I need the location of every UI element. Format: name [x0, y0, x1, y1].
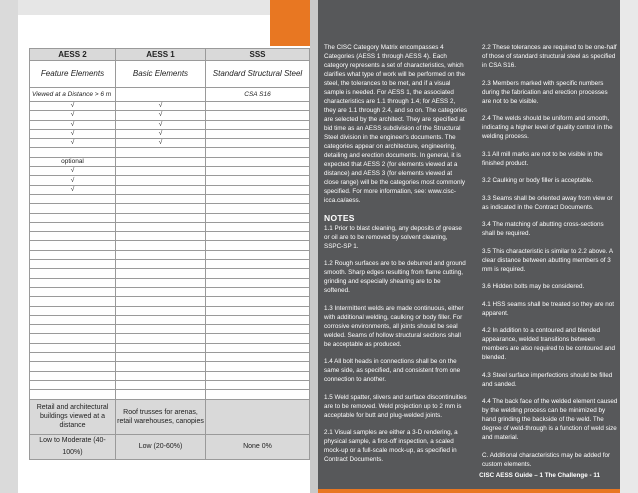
table-cell [30, 204, 116, 213]
note-item: 1.5 Weld spatter, slivers and surface discontinuities are to be removed. Weld projection up to 2 mm is acceptable for butt and plug-welded joints. [324, 393, 467, 419]
right-text-column [482, 43, 618, 477]
table-cell [116, 232, 206, 241]
table-cell: √ [30, 111, 116, 120]
table-cell: √ [116, 129, 206, 138]
table-cell [116, 325, 206, 334]
note-item: 4.4 The back face of the welded element caused by the welding process can be minimized by hand grinding the backside of the weld. The degree of weld-through is a function of weld size and material. [482, 398, 618, 441]
table-cell [206, 362, 310, 371]
notes-list-left [324, 224, 468, 465]
table-cell [30, 353, 116, 362]
note-item: 3.2 Caulking or body filler is acceptable. [482, 177, 594, 184]
table-cell [116, 297, 206, 306]
table-cell: Feature Elements [30, 61, 116, 88]
table-row [30, 297, 310, 306]
table-cell: √ [30, 139, 116, 148]
table-row [30, 241, 310, 250]
note-item: 1.1 Prior to blast cleaning, any deposits of grease or oil are to be removed by solvent cleaning, SSPC-SP 1. [324, 224, 462, 250]
table-cell [30, 250, 116, 259]
table-cell [116, 278, 206, 287]
note-item: 2.1 Visual samples are either a 3-D rendering, a physical sample, a first-off inspection, a scaled mock-up or a full-scale mock-up, as specified in Contract Documents. [324, 429, 458, 463]
table-cell [116, 353, 206, 362]
table-cell [206, 287, 310, 296]
note-item: 3.3 Seams shall be oriented away from view or as indicated in the Contract Documents. [482, 194, 613, 211]
notes-list-right [482, 43, 618, 469]
left-page [18, 0, 310, 493]
table-row [30, 269, 310, 278]
table-cell [116, 269, 206, 278]
note-item: 3.4 The matching of abutting cross-sections shall be required. [482, 221, 604, 237]
table-cell [116, 250, 206, 259]
table-cell [206, 139, 310, 148]
table-cell [206, 111, 310, 120]
table-cell [116, 88, 206, 102]
table-cell [206, 157, 310, 166]
table-cell [30, 343, 116, 352]
table-cell [116, 371, 206, 380]
table-cell: Basic Elements [116, 61, 206, 88]
table-cell [116, 362, 206, 371]
table-cell [206, 380, 310, 389]
table-cell [30, 380, 116, 389]
table-cell [116, 204, 206, 213]
table-row [30, 390, 310, 399]
table-cell [206, 204, 310, 213]
table-cell [116, 334, 206, 343]
left-margin-strip [0, 0, 18, 493]
table-row [30, 380, 310, 389]
intro-paragraph: The CISC Category Matrix encompasses 4 Categories (AESS 1 through AESS 4). Each category represents a set of characteristics, which clarifies what type of work will be performed on the steel, the tolerances to be met, and if a visual sample is needed. For AESS 1, the associated characteristics are 1.1 through 1.4; for AESS 2, they are 1.1 through 2.4, and so on. The categories are selected by the architect. They are specified at bid time as an AESS subdivision of the Structural Steel division in the engineer's documents. The categories appear on architecture, engineering, detailing and erection documents. In general, it is expected that AESS 2 (for elements viewed at a distance) and AESS 3 (for elements viewed at close range) will be the categories most commonly specified. For more information, see: www.cisc-icca.ca/aess. [324, 44, 468, 204]
note-item: 1.3 Intermittent welds are made continuous, either with additional welding, caulking or body filler. For corrosive environments, all joints should be seal welded. Seams of hollow structural sections shall be acceptable as produced. [324, 304, 464, 348]
table-cell [206, 250, 310, 259]
table-cell: √ [30, 167, 116, 176]
table-cell [206, 390, 310, 399]
table-cell [206, 269, 310, 278]
table-cell [30, 260, 116, 269]
table-cell: Low (20-60%) [116, 434, 206, 459]
table-row [30, 260, 310, 269]
table-row [30, 315, 310, 324]
table-row [30, 139, 310, 148]
table-cell [116, 157, 206, 166]
table-cell: Viewed at a Distance > 6 m [30, 88, 116, 102]
table-row [30, 353, 310, 362]
table-cell [30, 148, 116, 157]
table-cell [116, 260, 206, 269]
table-cell [206, 241, 310, 250]
table-cell [30, 315, 116, 324]
table-cell [206, 278, 310, 287]
table-footer-row [30, 399, 310, 434]
table-cell [206, 334, 310, 343]
table-cell [30, 232, 116, 241]
table-row [30, 250, 310, 259]
table-cell [116, 167, 206, 176]
note-item: 4.1 HSS seams shall be treated so they are not apparent. [482, 300, 614, 317]
table-cell [206, 148, 310, 157]
table-row [30, 129, 310, 138]
table-cell [30, 213, 116, 222]
table-cell [30, 306, 116, 315]
table-cell [116, 222, 206, 231]
table-row [30, 185, 310, 194]
table-cell [206, 260, 310, 269]
table-cell [116, 185, 206, 194]
table-row [30, 278, 310, 287]
note-item: 1.2 Rough surfaces are to be deburred and ground smooth. Sharp edges resulting from flame cutting, grinding and especially shearing are to be softened. [324, 260, 466, 294]
table-cell: optional [30, 157, 116, 166]
table-row [30, 167, 310, 176]
table-row [30, 222, 310, 231]
table-cell: Roof trusses for arenas, retail warehouses, canopies [116, 399, 206, 434]
table-cell [206, 194, 310, 203]
table-cell [30, 269, 116, 278]
table-cell: AESS 1 [116, 49, 206, 61]
note-item: 3.6 Hidden bolts may be considered. [482, 283, 585, 290]
table-cell [116, 194, 206, 203]
note-item: 1.4 All bolt heads in connections shall be on the same side, as specified, and consistent from one connection to another. [324, 358, 461, 383]
table-row [30, 362, 310, 371]
note-item: 2.2 These tolerances are required to be one-half of those of standard structural steel as specified in CSA S16. [482, 44, 617, 69]
note-item: 2.4 The welds should be uniform and smooth, indicating a higher level of quality control in the welding process. [482, 115, 613, 140]
table-footer-row [30, 434, 310, 459]
table-cell [116, 380, 206, 389]
table-header-row [30, 49, 310, 61]
table-cell: √ [116, 120, 206, 129]
table-row [30, 111, 310, 120]
table-cell [30, 371, 116, 380]
table-cell [206, 353, 310, 362]
table-row [30, 306, 310, 315]
table-cell: √ [30, 129, 116, 138]
table-cell [206, 176, 310, 185]
table-cell [116, 343, 206, 352]
table-cell: AESS 2 [30, 49, 116, 61]
table-cell [116, 148, 206, 157]
table-row [30, 102, 310, 111]
table-cell [206, 232, 310, 241]
table-cell: √ [30, 176, 116, 185]
table-cell [206, 222, 310, 231]
table-row [30, 325, 310, 334]
category-matrix-table [29, 48, 310, 460]
table-row [30, 176, 310, 185]
table-cell [30, 287, 116, 296]
table-cell [30, 222, 116, 231]
table-cell: Standard Structural Steel [206, 61, 310, 88]
right-page [318, 0, 638, 493]
table-cell: √ [30, 185, 116, 194]
table-cell [206, 167, 310, 176]
table-cell [116, 390, 206, 399]
table-cell: Retail and architectural buildings viewed at a distance [30, 399, 116, 434]
table-cell: √ [30, 120, 116, 129]
table-cell [206, 315, 310, 324]
note-item: 2.3 Members marked with specific numbers during the fabrication and erection processes are not to be visible. [482, 79, 608, 105]
page-gutter [310, 0, 318, 493]
table-cell [30, 194, 116, 203]
left-text-column [324, 43, 468, 473]
table-cell [206, 343, 310, 352]
table-cell: √ [116, 139, 206, 148]
table-view-row [30, 88, 310, 102]
table-cell [30, 278, 116, 287]
table-cell [116, 176, 206, 185]
table-cell [30, 390, 116, 399]
table-cell [30, 297, 116, 306]
notes-heading: NOTES [324, 212, 355, 223]
table-cell: SSS [206, 49, 310, 61]
table-row [30, 194, 310, 203]
table-cell [206, 297, 310, 306]
note-item: 4.3 Steel surface imperfections should be filled and sanded. [482, 371, 613, 388]
note-item: C. Additional characteristics may be added for custom elements. [482, 451, 611, 468]
table-cell: √ [116, 111, 206, 120]
table-cell [206, 325, 310, 334]
table-cell [116, 241, 206, 250]
table-cell [30, 241, 116, 250]
table-cell: √ [30, 102, 116, 111]
table-cell: None 0% [206, 434, 310, 459]
table-cell [206, 213, 310, 222]
table-row [30, 213, 310, 222]
table-cell [116, 213, 206, 222]
note-item: 3.5 This characteristic is similar to 2.2 above. A clear distance between abutting members of 3 mm is required. [482, 247, 613, 273]
table-cell: √ [116, 102, 206, 111]
accent-block [270, 0, 310, 46]
table-row [30, 148, 310, 157]
table-row [30, 204, 310, 213]
right-margin-strip [620, 0, 638, 493]
top-bar [18, 0, 310, 15]
table-cell: CSA S16 [206, 88, 310, 102]
table-row [30, 287, 310, 296]
table-row [30, 120, 310, 129]
accent-line [318, 489, 620, 493]
table-row [30, 232, 310, 241]
table-row [30, 157, 310, 166]
table-cell [206, 185, 310, 194]
table-cell [206, 120, 310, 129]
page-footer: CISC AESS Guide – 1 The Challenge - 11 [479, 472, 600, 479]
table-row [30, 371, 310, 380]
table-cell: Low to Moderate (40-100%) [30, 434, 116, 459]
note-item: 3.1 All mill marks are not to be visible in the finished product. [482, 150, 603, 167]
table-cell [206, 371, 310, 380]
table-cell [30, 362, 116, 371]
table-subheader-row [30, 61, 310, 88]
table-cell [206, 399, 310, 434]
table-cell [116, 315, 206, 324]
table-cell [206, 102, 310, 111]
note-item: 4.2 In addition to a contoured and blended appearance, welded transitions between members are also required to be contoured and blended. [482, 327, 616, 361]
table-cell [116, 287, 206, 296]
table-row [30, 343, 310, 352]
table-cell [206, 129, 310, 138]
table-cell [30, 325, 116, 334]
table-cell [206, 306, 310, 315]
table-row [30, 334, 310, 343]
table-cell [116, 306, 206, 315]
table-cell [30, 334, 116, 343]
